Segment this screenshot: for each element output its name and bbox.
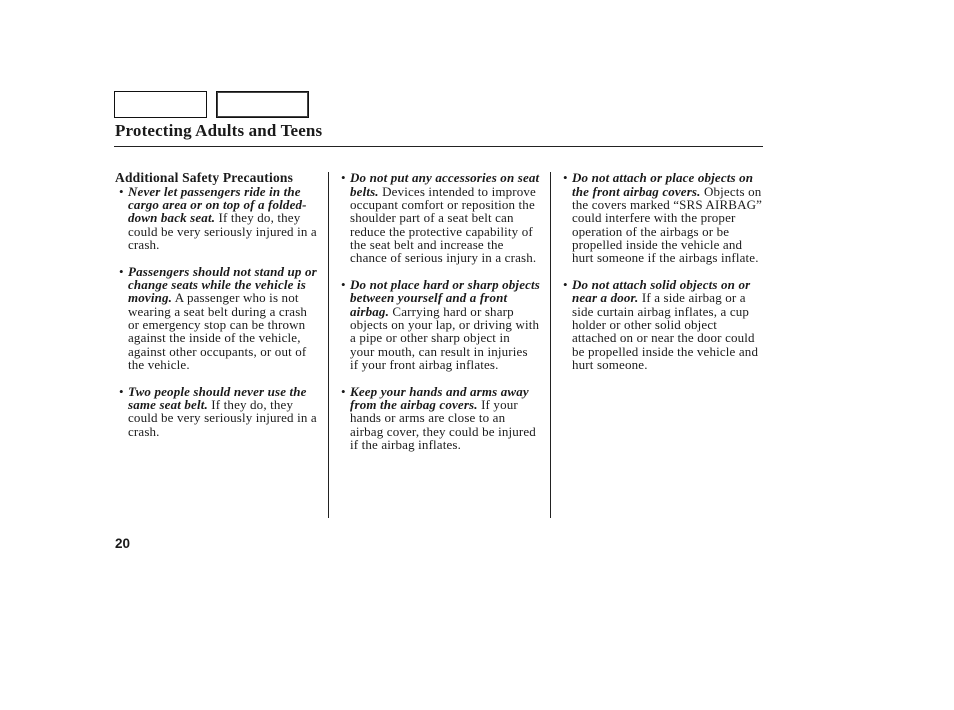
bullet-lead-text: Do not put any accessories on seat belts. [350,170,540,199]
bullet-body-text: A passenger who is not wearing a seat belt during a crash or emergency stop can be thrown against the inside of the vehicle, against other occupants, or out of the vehicle. [128,290,308,373]
bullet-item [337,278,547,371]
page-title: Protecting Adults and Teens [115,121,323,140]
bullet-lead-text: Two people should never use the same seat belt. [128,383,307,413]
column-right [559,171,769,385]
bullet-lead-text: Passengers should not stand up or change seats while the vehicle is moving. [128,263,317,306]
bullet-item [337,171,547,264]
nav-box-right[interactable] [216,91,309,118]
bullet-body-text: Devices intended to improve occupant comfort or reposition the shoulder part of a seat belt can reduce the protective capability of the seat belt and increase the chance of serious injury in a crash. [350,183,537,266]
bullet-item [559,171,769,264]
bullet-icon [563,171,568,184]
bullet-lead-text: Do not place hard or sharp objects between yourself and a front airbag. [350,277,541,319]
bullet-icon [119,385,124,398]
bullet-icon [119,265,124,278]
column-left [115,171,325,451]
bullet-item [115,265,325,372]
nav-box-left[interactable] [114,91,207,118]
bullet-lead-text: Do not attach or place objects on the front airbag covers. [572,170,754,199]
bullet-item [559,278,769,371]
bullet-body-text: If they do, they could be very seriously injured in a crash. [128,210,317,253]
bullet-icon [341,278,346,291]
bullet-item [337,385,547,452]
bullet-body-text: Carrying hard or sharp objects on your lap, or driving with a pipe or other sharp object in your mouth, can result in injuries if your front airbag inflates. [350,303,540,373]
bullet-lead-text: Never let passengers ride in the cargo area or on top of a folded- down back seat. [128,183,307,226]
bullet-lead-text: Do not attach solid objects on or near a door. [572,277,751,306]
bullet-body-text: Objects on the covers marked “SRS AIRBAG” could interfere with the proper operation of the airbags or be propelled inside the vehicle and hurt someone if the airbags inflate. [572,183,763,266]
page-number: 20 [115,536,131,551]
bullet-icon [119,185,124,198]
bullet-lead-text: Keep your hands and arms away from the airbag covers. [350,383,529,413]
bullet-body-text: If your hands or arms are close to an airbag cover, they could be injured if the airbag inflates. [350,397,536,453]
section-heading: Additional Safety Precautions [115,170,294,186]
bullet-icon [341,385,346,398]
bullet-item [115,385,325,438]
column-middle [337,171,547,465]
bullet-body-text: If a side airbag or a side curtain airbag inflates, a cup holder or other solid object attached on or near the door could be propelled inside the vehicle and hurt someone. [572,290,759,373]
column-divider [328,172,329,518]
column-divider [550,172,551,518]
bullet-body-text: If they do, they could be very seriously injured in a crash. [128,397,317,439]
bullet-item [115,185,325,252]
bullet-icon [563,278,568,291]
bullet-icon [341,171,346,184]
title-underline [114,146,763,147]
